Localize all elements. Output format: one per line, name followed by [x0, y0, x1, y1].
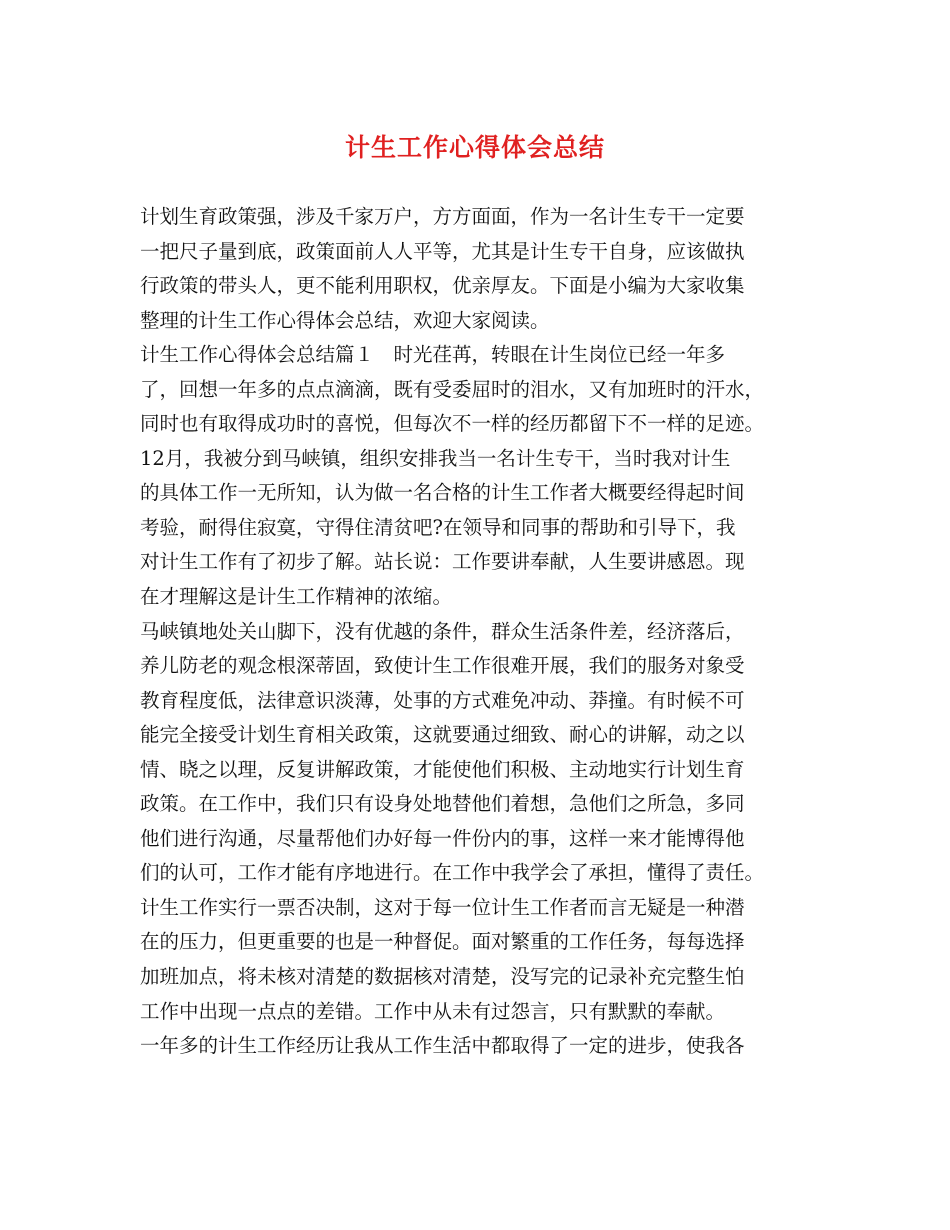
body-line: 加班加点，将未核对清楚的数据核对清楚，没写完的记录补充完整生怕 [140, 965, 745, 989]
body-line: 能完全接受计划生育相关政策，这就要通过细致、耐心的讲解，动之以 [140, 723, 745, 747]
document-body [140, 200, 830, 1064]
body-line: 他们进行沟通，尽量帮他们办好每一件份内的事，这样一来才能博得他 [140, 826, 745, 850]
body-line: 一年多的计生工作经历让我从工作生活中都取得了一定的进步，使我各 [140, 1034, 745, 1058]
body-line: 整理的计生工作心得体会总结，欢迎大家阅读。 [140, 308, 550, 332]
body-line: 考验，耐得住寂寞，守得住清贫吧?在领导和同事的帮助和引导下，我 [140, 515, 736, 539]
body-line: 行政策的带头人，更不能利用职权，优亲厚友。下面是小编为大家收集 [140, 274, 745, 298]
body-line: 计生工作实行一票否决制，这对于每一位计生工作者而言无疑是一种潜 [140, 895, 745, 919]
body-line: 一把尺子量到底，政策面前人人平等，尤其是计生专干自身，应该做执 [140, 239, 745, 263]
body-line: 的具体工作一无所知，认为做一名合格的计生工作者大概要经得起时间 [140, 481, 745, 505]
body-line: 计划生育政策强，涉及千家万户，方方面面，作为一名计生专干一定要 [140, 205, 745, 228]
body-line: 12月，我被分到马峡镇，组织安排我当一名计生专干，当时我对计生 [140, 446, 731, 470]
body-line: 在才理解这是计生工作精神的浓缩。 [140, 585, 453, 609]
body-line: 同时也有取得成功时的喜悦，但每次不一样的经历都留下不一样的足迹。 [140, 412, 765, 436]
body-line: 教育程度低，法律意识淡薄，处事的方式难免冲动、莽撞。有时候不可 [140, 688, 745, 712]
body-line: 对计生工作有了初步了解。站长说：工作要讲奉献，人生要讲感恩。现 [140, 550, 745, 574]
body-line: 计生工作心得体会总结篇１ 时光荏苒，转眼在计生岗位已经一年多 [140, 343, 726, 367]
body-line: 政策。在工作中，我们只有设身处地替他们着想，急他们之所急，多同 [140, 792, 745, 816]
body-line: 们的认可，工作才能有序地进行。在工作中我学会了承担，懂得了责任。 [140, 861, 765, 885]
body-line: 情、晓之以理，反复讲解政策，才能使他们积极、主动地实行计划生育 [140, 757, 745, 781]
document-title: 计生工作心得体会总结 [344, 133, 605, 162]
body-line: 了，回想一年多的点点滴滴，既有受委屈时的泪水，又有加班时的汗水， [140, 377, 765, 401]
body-line: 在的压力，但更重要的也是一种督促。面对繁重的工作任务，每每选择 [140, 930, 745, 954]
body-line: 工作中出现一点点的差错。工作中从未有过怨言，只有默默的奉献。 [140, 999, 726, 1023]
body-line: 马峡镇地处关山脚下，没有优越的条件，群众生活条件差，经济落后， [140, 619, 745, 643]
body-line: 养儿防老的观念根深蒂固，致使计生工作很难开展，我们的服务对象受 [140, 654, 745, 678]
